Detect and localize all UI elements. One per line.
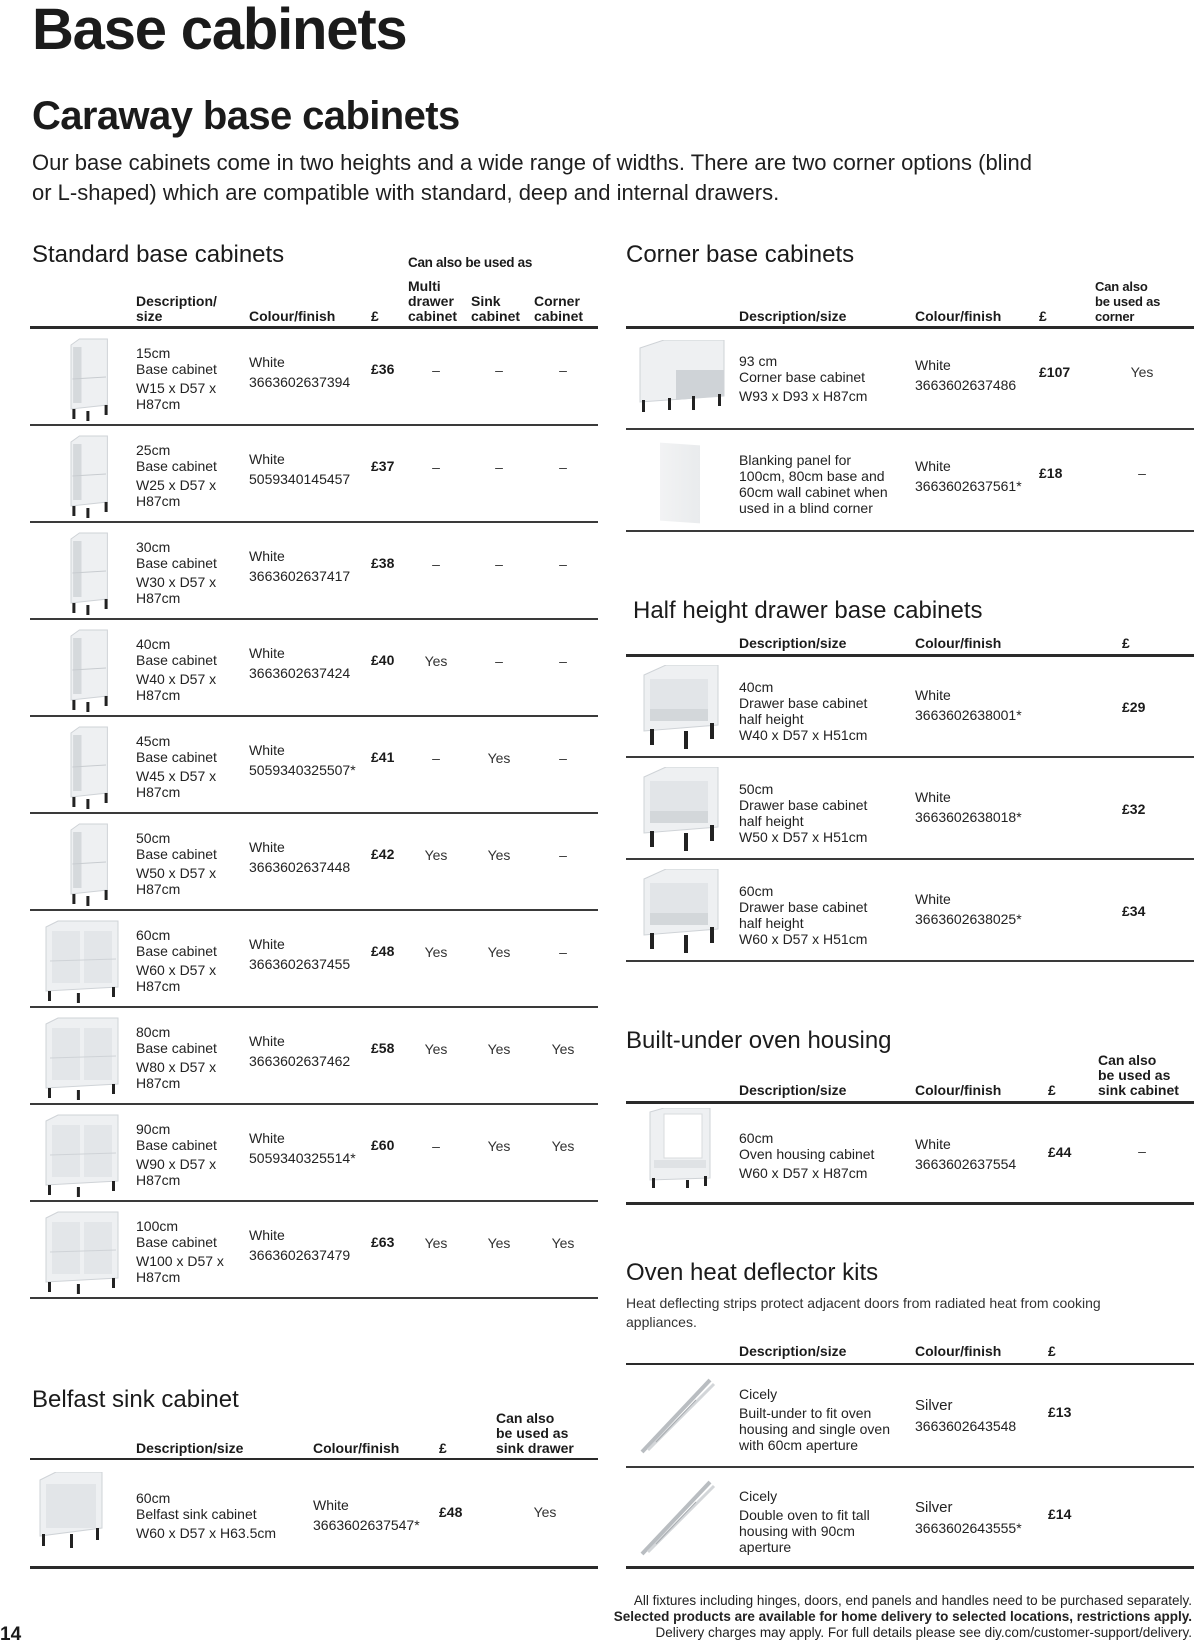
belfast-price: £48 bbox=[439, 1504, 463, 1520]
oven-colour: White 3663602637554 bbox=[915, 1136, 1017, 1172]
table-row-corner: – bbox=[559, 944, 567, 960]
oven-extra: – bbox=[1138, 1143, 1146, 1159]
belfast-extra: Yes bbox=[533, 1504, 557, 1520]
corner-row-extra: Yes bbox=[1130, 364, 1154, 380]
table-row-multi: Yes bbox=[424, 944, 448, 960]
table-row-price: £36 bbox=[371, 361, 395, 377]
col-desc: Description/size bbox=[739, 635, 847, 651]
cabinet-image bbox=[50, 822, 120, 911]
half-row-price: £34 bbox=[1122, 903, 1146, 919]
table-row-colour: White 5059340325507* bbox=[249, 742, 356, 778]
belfast-desc: 60cm Belfast sink cabinet W60 x D57 x H63.5cm bbox=[136, 1490, 277, 1541]
cabinet-image bbox=[40, 919, 122, 1008]
belfast-title: Belfast sink cabinet bbox=[32, 1386, 239, 1413]
table-row-price: £58 bbox=[371, 1040, 395, 1056]
table-row-multi: – bbox=[432, 556, 440, 572]
col-colour: Colour/finish bbox=[915, 308, 1002, 324]
deflector-row-desc: Cicely Built-under to fit oven housing and single oven with 60cm aperture bbox=[739, 1386, 891, 1453]
col-price: £ bbox=[1048, 1343, 1056, 1359]
table-row-sink: Yes bbox=[487, 944, 511, 960]
corner-row-desc: Blanking panel for 100cm, 80cm base and 60cm wall cabinet when used in a blind corner bbox=[739, 452, 888, 516]
table-row-sink: Yes bbox=[487, 1235, 511, 1251]
half-row-desc: 40cm Drawer base cabinet half height W40 x D57 x H51cm bbox=[739, 679, 868, 743]
col-extra: Can also be used as corner bbox=[1095, 279, 1161, 324]
table-row-colour: White 3663602637417 bbox=[249, 548, 351, 584]
row-rule bbox=[30, 1200, 598, 1202]
table-row-desc: 40cm Base cabinet W40 x D57 x H87cm bbox=[136, 636, 217, 703]
table-row-corner: – bbox=[559, 459, 567, 475]
col-colour: Colour/finish bbox=[249, 308, 336, 324]
table-row-corner: Yes bbox=[551, 1235, 575, 1251]
table-row-corner: – bbox=[559, 556, 567, 572]
col-colour: Colour/finish bbox=[915, 1343, 1002, 1359]
half-row-desc: 50cm Drawer base cabinet half height W50 x D57 x H51cm bbox=[739, 781, 868, 845]
table-row-price: £38 bbox=[371, 555, 395, 571]
row-rule bbox=[626, 530, 1194, 532]
deflector-row-colour: Silver 3663602643555* bbox=[915, 1499, 1022, 1536]
row-rule bbox=[30, 1297, 598, 1299]
row-rule bbox=[30, 1006, 598, 1008]
table-row-sink: Yes bbox=[487, 1138, 511, 1154]
table-row-desc: 80cm Base cabinet W80 x D57 x H87cm bbox=[136, 1024, 217, 1091]
table-row-multi: Yes bbox=[424, 1041, 448, 1057]
header-rule bbox=[626, 654, 1194, 657]
oven-price: £44 bbox=[1048, 1144, 1072, 1160]
drawer-cabinet-image bbox=[636, 767, 720, 860]
table-row-colour: White 3663602637448 bbox=[249, 839, 351, 875]
table-row-price: £60 bbox=[371, 1137, 395, 1153]
corner-row-colour: White 3663602637561* bbox=[915, 458, 1022, 494]
corner-row-colour: White 3663602637486 bbox=[915, 357, 1017, 393]
corner-row-price: £18 bbox=[1039, 465, 1063, 481]
row-rule bbox=[626, 1202, 1194, 1205]
oven-desc: 60cm Oven housing cabinet W60 x D57 x H87cm bbox=[739, 1130, 875, 1181]
row-rule bbox=[30, 618, 598, 620]
table-row-multi: – bbox=[432, 362, 440, 378]
oven-housing-image bbox=[646, 1108, 716, 1188]
row-rule bbox=[626, 428, 1194, 430]
cabinet-image bbox=[40, 1113, 122, 1202]
header-rule bbox=[626, 326, 1194, 329]
row-rule bbox=[30, 521, 598, 523]
col-multi: Multi drawer cabinet bbox=[408, 278, 458, 324]
cabinet-image bbox=[50, 337, 120, 426]
half-row-price: £29 bbox=[1122, 699, 1146, 715]
table-row-multi: Yes bbox=[424, 653, 448, 669]
corner-row-price: £107 bbox=[1039, 364, 1071, 380]
table-row-desc: 60cm Base cabinet W60 x D57 x H87cm bbox=[136, 927, 217, 994]
belfast-colour: White 3663602637547* bbox=[313, 1497, 420, 1533]
deflector-row-price: £14 bbox=[1048, 1506, 1072, 1522]
standard-title: Standard base cabinets bbox=[32, 241, 285, 268]
table-row-price: £42 bbox=[371, 846, 395, 862]
cabinet-image bbox=[50, 434, 120, 523]
table-row-sink: Yes bbox=[487, 847, 511, 863]
deflector-title: Oven heat deflector kits bbox=[626, 1259, 879, 1286]
col-desc: Description/size bbox=[136, 1440, 244, 1456]
oven-title: Built-under oven housing bbox=[626, 1027, 892, 1054]
deflector-strip-image bbox=[636, 1376, 716, 1461]
section-title: Caraway base cabinets bbox=[32, 94, 460, 138]
row-rule bbox=[626, 1466, 1194, 1468]
col-desc: Description/size bbox=[739, 308, 847, 324]
col-colour: Colour/finish bbox=[915, 635, 1002, 651]
table-row-colour: White 3663602637424 bbox=[249, 645, 351, 681]
col-price: £ bbox=[1039, 308, 1047, 324]
table-row-desc: 50cm Base cabinet W50 x D57 x H87cm bbox=[136, 830, 217, 897]
intro-text: Our base cabinets come in two heights and a wide range of widths. There are two corner options (blind or L-shaped) which are compatible with standard, deep and internal drawers. bbox=[32, 150, 1032, 205]
corner-title: Corner base cabinets bbox=[626, 241, 855, 268]
table-row-corner: – bbox=[559, 750, 567, 766]
row-rule bbox=[626, 1566, 1194, 1569]
header-rule bbox=[626, 1101, 1194, 1104]
col-corner: Corner cabinet bbox=[534, 293, 584, 324]
row-rule bbox=[626, 756, 1194, 758]
table-row-sink: – bbox=[495, 362, 503, 378]
row-rule bbox=[30, 812, 598, 814]
table-row-desc: 45cm Base cabinet W45 x D57 x H87cm bbox=[136, 733, 217, 800]
table-row-price: £48 bbox=[371, 943, 395, 959]
row-rule bbox=[626, 960, 1194, 962]
header-rule bbox=[30, 1458, 598, 1460]
half-row-colour: White 3663602638001* bbox=[915, 687, 1022, 723]
deflector-row-price: £13 bbox=[1048, 1404, 1072, 1420]
table-row-corner: Yes bbox=[551, 1138, 575, 1154]
corner-cabinet-image bbox=[636, 340, 726, 415]
table-row-colour: White 3663602637462 bbox=[249, 1033, 351, 1069]
table-row-corner: – bbox=[559, 362, 567, 378]
col-desc: Description/size bbox=[739, 1082, 847, 1098]
table-row-multi: – bbox=[432, 459, 440, 475]
col-extra: Can also be used as sink cabinet bbox=[1098, 1052, 1179, 1098]
header-rule bbox=[626, 1363, 1194, 1365]
table-row-sink: Yes bbox=[487, 1041, 511, 1057]
table-row-colour: White 3663602637455 bbox=[249, 936, 351, 972]
col-colour: Colour/finish bbox=[313, 1440, 400, 1456]
row-rule bbox=[30, 715, 598, 717]
page-title: Base cabinets bbox=[32, 0, 407, 62]
row-rule bbox=[626, 858, 1194, 860]
row-rule bbox=[30, 909, 598, 911]
table-row-multi: Yes bbox=[424, 847, 448, 863]
belfast-cabinet-image bbox=[36, 1472, 106, 1550]
table-row-sink: – bbox=[495, 653, 503, 669]
table-row-corner: – bbox=[559, 653, 567, 669]
table-row-multi: – bbox=[432, 750, 440, 766]
table-row-multi: Yes bbox=[424, 1235, 448, 1251]
corner-row-desc: 93 cm Corner base cabinet W93 x D93 x H87cm bbox=[739, 353, 868, 404]
col-price: £ bbox=[1122, 635, 1130, 651]
table-row-desc: 25cm Base cabinet W25 x D57 x H87cm bbox=[136, 442, 217, 509]
half-row-desc: 60cm Drawer base cabinet half height W60 x D57 x H51cm bbox=[739, 883, 868, 947]
cabinet-image bbox=[40, 1210, 122, 1299]
drawer-cabinet-image bbox=[636, 665, 720, 758]
cabinet-image bbox=[50, 531, 120, 620]
half-row-price: £32 bbox=[1122, 801, 1146, 817]
col-desc: Description/size bbox=[739, 1343, 847, 1359]
col-price: £ bbox=[439, 1440, 447, 1456]
drawer-cabinet-image bbox=[636, 869, 720, 962]
table-row-price: £41 bbox=[371, 749, 395, 765]
table-row-colour: White 3663602637479 bbox=[249, 1227, 351, 1263]
col-sink: Sink cabinet bbox=[471, 293, 521, 324]
table-row-sink: – bbox=[495, 556, 503, 572]
group-header: Can also be used as bbox=[408, 255, 533, 270]
row-rule bbox=[30, 1566, 598, 1569]
deflector-row-colour: Silver 3663602643548 bbox=[915, 1397, 1017, 1434]
footer-notes: All fixtures including hinges, doors, end panels and handles need to be purchased separately. Selected products are available for home delivery to selected locations, restrictions apply. Delivery charges may apply. For full details please see diy.com/customer-support/delivery. bbox=[613, 1593, 1192, 1640]
col-price: £ bbox=[1048, 1082, 1056, 1098]
page-number: 14 bbox=[0, 1624, 22, 1645]
header-rule bbox=[30, 326, 598, 329]
table-row-desc: 90cm Base cabinet W90 x D57 x H87cm bbox=[136, 1121, 217, 1188]
cabinet-image bbox=[40, 1016, 122, 1105]
table-row-multi: – bbox=[432, 1138, 440, 1154]
corner-row-extra: – bbox=[1138, 465, 1146, 481]
half-title: Half height drawer base cabinets bbox=[633, 597, 983, 624]
table-row-desc: 15cm Base cabinet W15 x D57 x H87cm bbox=[136, 345, 217, 412]
table-row-price: £40 bbox=[371, 652, 395, 668]
cabinet-image bbox=[50, 628, 120, 717]
deflector-subtitle: Heat deflecting strips protect adjacent doors from radiated heat from cooking appliances. bbox=[626, 1295, 1101, 1330]
half-row-colour: White 3663602638025* bbox=[915, 891, 1022, 927]
table-row-colour: White 5059340145457 bbox=[249, 451, 351, 487]
col-price: £ bbox=[371, 308, 379, 324]
table-row-price: £63 bbox=[371, 1234, 395, 1250]
deflector-row-desc: Cicely Double oven to fit tall housing with 90cm aperture bbox=[739, 1488, 870, 1555]
row-rule bbox=[30, 1103, 598, 1105]
table-row-colour: White 5059340325514* bbox=[249, 1130, 356, 1166]
col-colour: Colour/finish bbox=[915, 1082, 1002, 1098]
table-row-price: £37 bbox=[371, 458, 395, 474]
table-row-desc: 30cm Base cabinet W30 x D57 x H87cm bbox=[136, 539, 217, 606]
half-row-colour: White 3663602638018* bbox=[915, 789, 1022, 825]
table-row-corner: – bbox=[559, 847, 567, 863]
blanking-panel-image bbox=[660, 443, 700, 524]
table-row-sink: Yes bbox=[487, 750, 511, 766]
table-row-sink: – bbox=[495, 459, 503, 475]
table-row-colour: White 3663602637394 bbox=[249, 354, 351, 390]
table-row-desc: 100cm Base cabinet W100 x D57 x H87cm bbox=[136, 1218, 224, 1285]
table-row-corner: Yes bbox=[551, 1041, 575, 1057]
col-desc: Description/ size bbox=[136, 293, 217, 324]
cabinet-image bbox=[50, 725, 120, 814]
row-rule bbox=[30, 424, 598, 426]
deflector-strip-image bbox=[636, 1478, 716, 1563]
col-extra: Can also be used as sink drawer bbox=[496, 1410, 574, 1456]
